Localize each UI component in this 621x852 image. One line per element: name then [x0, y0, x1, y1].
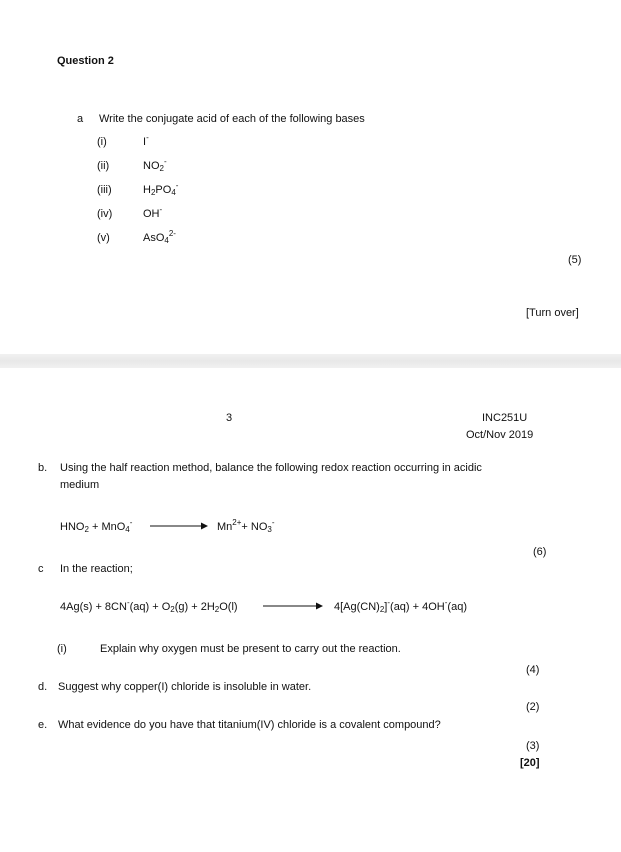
part-a-item-formula: $H_2PO_4^-$	[143, 181, 179, 197]
part-a-marks: (5)	[568, 254, 582, 266]
part-d-prompt: Suggest why copper(I) chloride is insoluble in water.	[58, 681, 312, 693]
part-a-item-num: (iv)	[97, 208, 113, 220]
part-a-item-formula: $NO_2^-$	[143, 157, 167, 173]
part-b-marks: (6)	[533, 546, 547, 558]
part-a-item-num: (v)	[97, 232, 110, 244]
part-a-item-formula: OH-	[143, 205, 163, 220]
part-a-item-num: (i)	[97, 136, 107, 148]
part-d-letter: d.	[38, 681, 48, 693]
part-e-marks: (3)	[526, 740, 540, 752]
exam-session: Oct/Nov 2019	[466, 429, 534, 441]
part-b-prompt-line2: medium	[60, 479, 100, 491]
reaction-arrow-icon	[150, 521, 208, 531]
part-b-products: $Mn^{2+}+ NO_3^-$	[217, 518, 275, 534]
part-e-letter: e.	[38, 719, 48, 731]
part-b-letter: b.	[38, 462, 48, 474]
part-c-prompt: In the reaction;	[60, 563, 133, 575]
part-d-marks: (2)	[526, 701, 540, 713]
part-a-item-formula: I-	[143, 133, 149, 148]
part-c-letter: c	[38, 563, 44, 575]
part-c-marks: (4)	[526, 664, 540, 676]
course-code: INC251U	[482, 412, 528, 424]
part-a-prompt: Write the conjugate acid of each of the following bases	[99, 113, 365, 125]
turn-over-label: [Turn over]	[526, 307, 579, 319]
page-divider	[0, 354, 621, 368]
part-c-equation-lhs: $4Ag(s) + 8CN^-(aq) + O_2(g) + 2H_2O(l)$	[60, 598, 238, 614]
part-c-sub-i-num: (i)	[57, 643, 67, 655]
part-a-item-num: (ii)	[97, 160, 110, 172]
part-b-prompt-line1: Using the half reaction method, balance the following redox reaction occurring in acidic	[60, 462, 482, 474]
part-a-item-formula: AsO$_4^{2-}$	[143, 229, 176, 245]
page-number: 3	[226, 412, 233, 424]
part-b-reactants: $HNO_2 + MnO_4^-$	[60, 518, 133, 534]
part-a-letter: a	[77, 113, 84, 125]
part-c-equation-rhs: $4[Ag(CN)_2]^-(aq) + 4OH^-(aq)$	[334, 598, 467, 614]
question-title: Question 2	[57, 55, 114, 67]
part-e-prompt: What evidence do you have that titanium(IV) chloride is a covalent compound?	[58, 719, 441, 731]
part-a-item-num: (iii)	[97, 184, 112, 196]
reaction-arrow-icon	[263, 601, 323, 611]
part-c-sub-i-text: Explain why oxygen must be present to carry out the reaction.	[100, 643, 401, 655]
total-marks: [20]	[520, 757, 540, 769]
